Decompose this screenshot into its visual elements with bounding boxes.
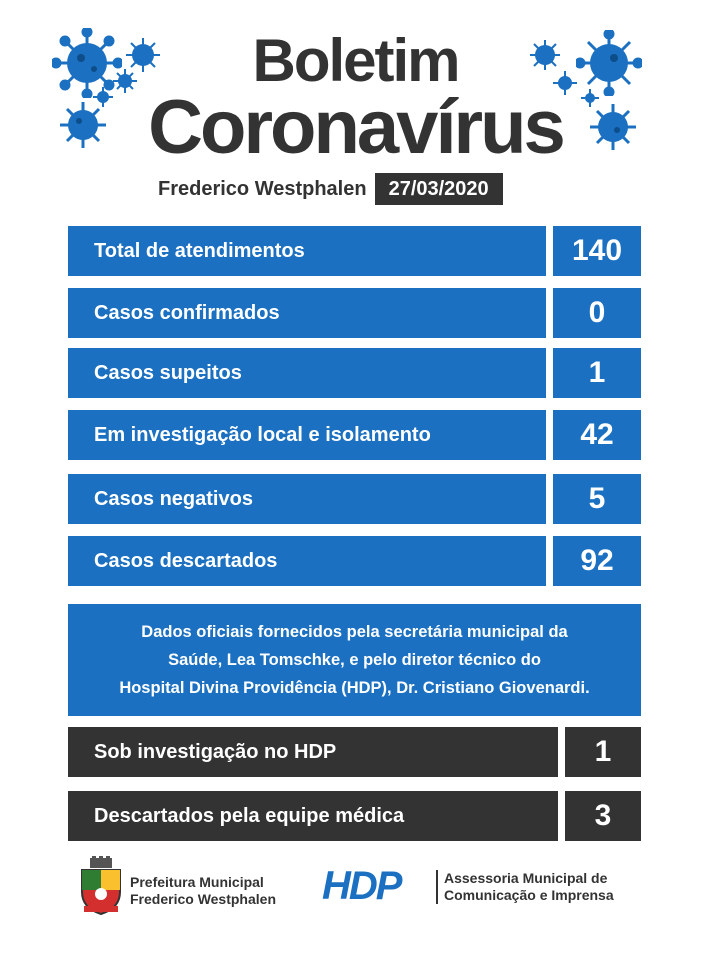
stat-value: 1 bbox=[553, 348, 641, 398]
footer bbox=[0, 850, 711, 920]
hdp-stat-value: 3 bbox=[565, 791, 641, 841]
stat-label: Casos negativos bbox=[68, 474, 546, 524]
hdp-logo: HDP bbox=[322, 864, 401, 908]
source-note-line: Dados oficiais fornecidos pela secretária municipal da bbox=[141, 623, 568, 641]
stat-value: 42 bbox=[553, 410, 641, 460]
date-badge: 27/03/2020 bbox=[375, 173, 503, 205]
source-note-line: Saúde, Lea Tomschke, e pelo diretor técnico do bbox=[168, 651, 541, 669]
stat-label: Total de atendimentos bbox=[68, 226, 546, 276]
subtitle bbox=[158, 173, 503, 205]
stat-label: Casos supeitos bbox=[68, 348, 546, 398]
source-note bbox=[68, 604, 641, 716]
prefeitura-label bbox=[130, 874, 276, 908]
hdp-stat-label: Descartados pela equipe médica bbox=[68, 791, 558, 841]
title-coronavirus: Coronavírus bbox=[148, 85, 563, 170]
stat-label: Casos descartados bbox=[68, 536, 546, 586]
stat-label: Em investigação local e isolamento bbox=[68, 410, 546, 460]
assessoria-line: Assessoria Municipal de bbox=[444, 870, 608, 886]
stat-value: 5 bbox=[553, 474, 641, 524]
stat-value: 0 bbox=[553, 288, 641, 338]
title-boletim: Boletim bbox=[252, 27, 459, 94]
assessoria-line: Comunicação e Imprensa bbox=[444, 887, 614, 903]
city-name: Frederico Westphalen bbox=[158, 177, 367, 200]
assessoria-label bbox=[436, 870, 614, 904]
stat-label: Casos confirmados bbox=[68, 288, 546, 338]
stat-value: 92 bbox=[553, 536, 641, 586]
prefeitura-line: Frederico Westphalen bbox=[130, 891, 277, 907]
prefeitura-line: Prefeitura Municipal bbox=[130, 874, 264, 890]
source-note-line: Hospital Divina Providência (HDP), Dr. Cristiano Giovenardi. bbox=[119, 679, 590, 697]
hdp-stat-value: 1 bbox=[565, 727, 641, 777]
stat-value: 140 bbox=[553, 226, 641, 276]
hdp-stat-label: Sob investigação no HDP bbox=[68, 727, 558, 777]
city-crest-icon bbox=[78, 856, 124, 916]
